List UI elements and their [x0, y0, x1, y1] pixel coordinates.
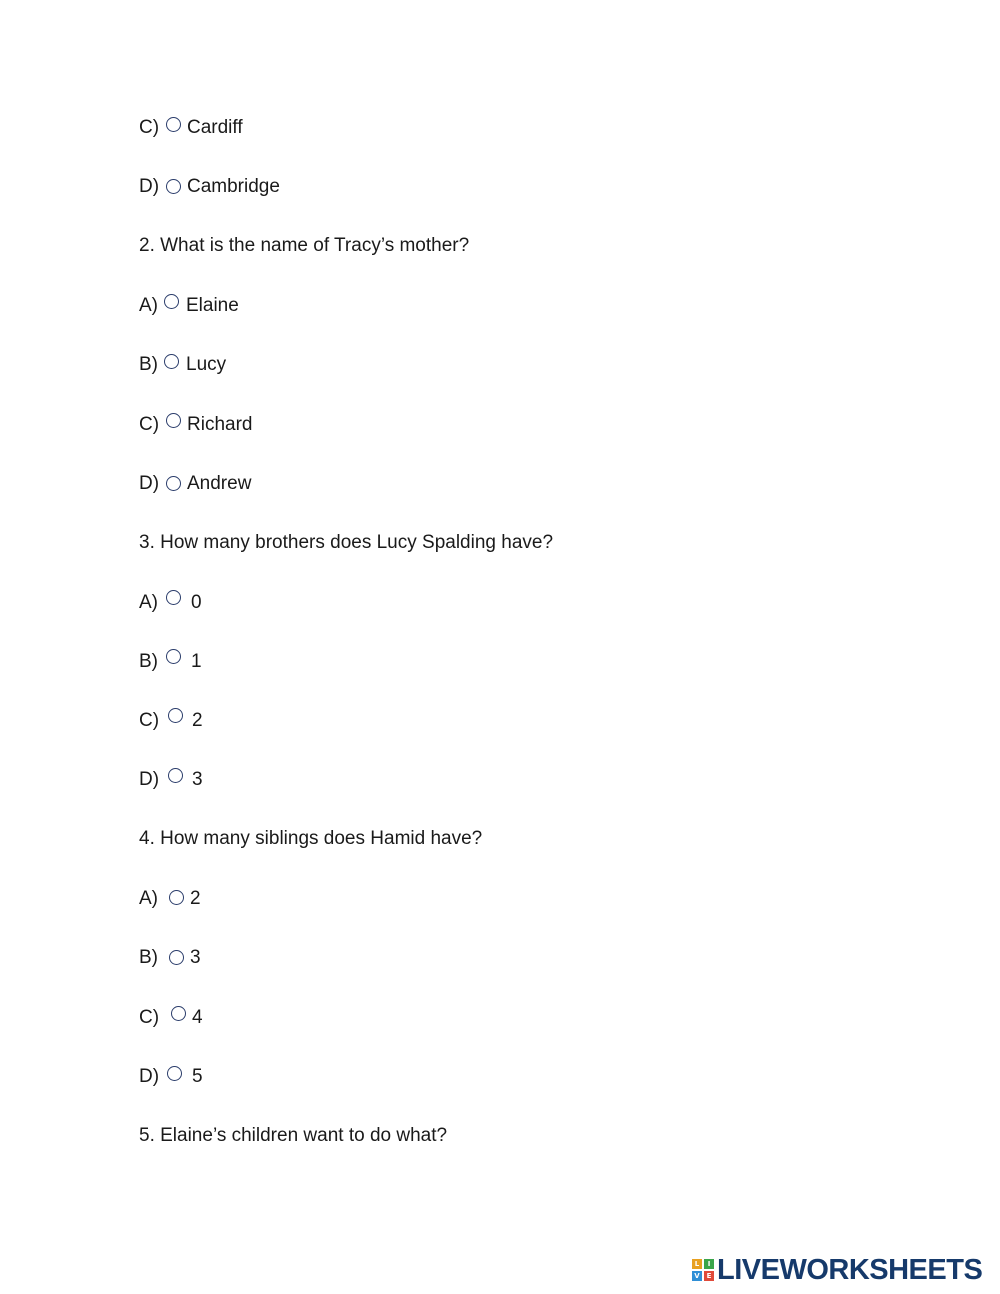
- q1-option-d-radio[interactable]: [166, 179, 181, 194]
- q2-option-c-text: Richard: [187, 414, 253, 435]
- option-letter: A): [139, 295, 158, 316]
- question-4: 4. How many siblings does Hamid have?: [139, 828, 483, 849]
- q2-option-d-radio[interactable]: [166, 476, 181, 491]
- q4-option-c: [139, 1007, 159, 1029]
- option-letter: D): [139, 1066, 160, 1087]
- q1-option-d-text: Cambridge: [187, 176, 280, 197]
- q3-option-b-text: 1: [191, 651, 202, 672]
- q2-option-b: [139, 354, 158, 376]
- logo-block-e: E: [704, 1271, 714, 1281]
- option-letter: D): [139, 176, 160, 197]
- option-letter: C): [139, 710, 160, 731]
- q4-option-b: [139, 947, 158, 969]
- option-letter: B): [139, 354, 158, 375]
- q4-option-d: [139, 1066, 159, 1088]
- liveworksheets-logo: [692, 1256, 982, 1284]
- question-2: 2. What is the name of Tracy’s mother?: [139, 235, 470, 256]
- option-letter: C): [139, 1007, 160, 1028]
- q1-option-c-radio[interactable]: [166, 117, 181, 132]
- q4-option-c-radio[interactable]: [171, 1006, 186, 1021]
- option-letter: C): [139, 414, 160, 435]
- q2-option-c-radio[interactable]: [166, 413, 181, 428]
- q3-option-d-radio[interactable]: [168, 768, 183, 783]
- q3-option-d: [139, 769, 159, 791]
- q2-option-d: [139, 473, 159, 495]
- q3-option-a-radio[interactable]: [166, 590, 181, 605]
- q3-option-a-text: 0: [191, 592, 202, 613]
- option-letter: C): [139, 117, 160, 138]
- q4-option-d-text: 5: [192, 1066, 203, 1087]
- q3-option-d-text: 3: [192, 769, 203, 790]
- q4-option-a-text: 2: [190, 888, 201, 909]
- logo-block-v: V: [692, 1271, 702, 1281]
- option-letter: A): [139, 888, 158, 909]
- q2-option-a: [139, 295, 158, 317]
- question-3: 3. How many brothers does Lucy Spalding have?: [139, 532, 554, 553]
- q3-option-c-text: 2: [192, 710, 203, 731]
- q1-option-c-text: Cardiff: [187, 117, 243, 138]
- option-letter: A): [139, 592, 158, 613]
- q2-option-a-text: Elaine: [186, 295, 239, 316]
- q4-option-b-text: 3: [190, 947, 201, 968]
- logo-text: LIVEWORKSHEETS: [717, 1254, 983, 1286]
- q4-option-c-text: 4: [192, 1007, 203, 1028]
- q3-option-c: [139, 710, 159, 732]
- q2-option-d-text: Andrew: [187, 473, 252, 494]
- q4-option-b-radio[interactable]: [169, 950, 184, 965]
- logo-blocks-icon: [692, 1259, 714, 1281]
- option-letter: D): [139, 473, 160, 494]
- logo-block-i: I: [704, 1259, 714, 1269]
- option-letter: B): [139, 947, 158, 968]
- q3-option-a: [139, 592, 158, 614]
- q4-option-a: [139, 888, 158, 910]
- option-letter: B): [139, 651, 158, 672]
- question-5: 5. Elaine’s children want to do what?: [139, 1125, 448, 1146]
- q2-option-b-text: Lucy: [186, 354, 227, 375]
- logo-block-l: L: [692, 1259, 702, 1269]
- option-letter: D): [139, 769, 160, 790]
- q2-option-a-radio[interactable]: [164, 294, 179, 309]
- q2-option-c: [139, 414, 159, 436]
- q1-option-d: [139, 176, 159, 198]
- q3-option-c-radio[interactable]: [168, 708, 183, 723]
- q4-option-d-radio[interactable]: [167, 1066, 182, 1081]
- q2-option-b-radio[interactable]: [164, 354, 179, 369]
- q3-option-b: [139, 651, 158, 673]
- q3-option-b-radio[interactable]: [166, 649, 181, 664]
- q4-option-a-radio[interactable]: [169, 890, 184, 905]
- q1-option-c: [139, 117, 159, 139]
